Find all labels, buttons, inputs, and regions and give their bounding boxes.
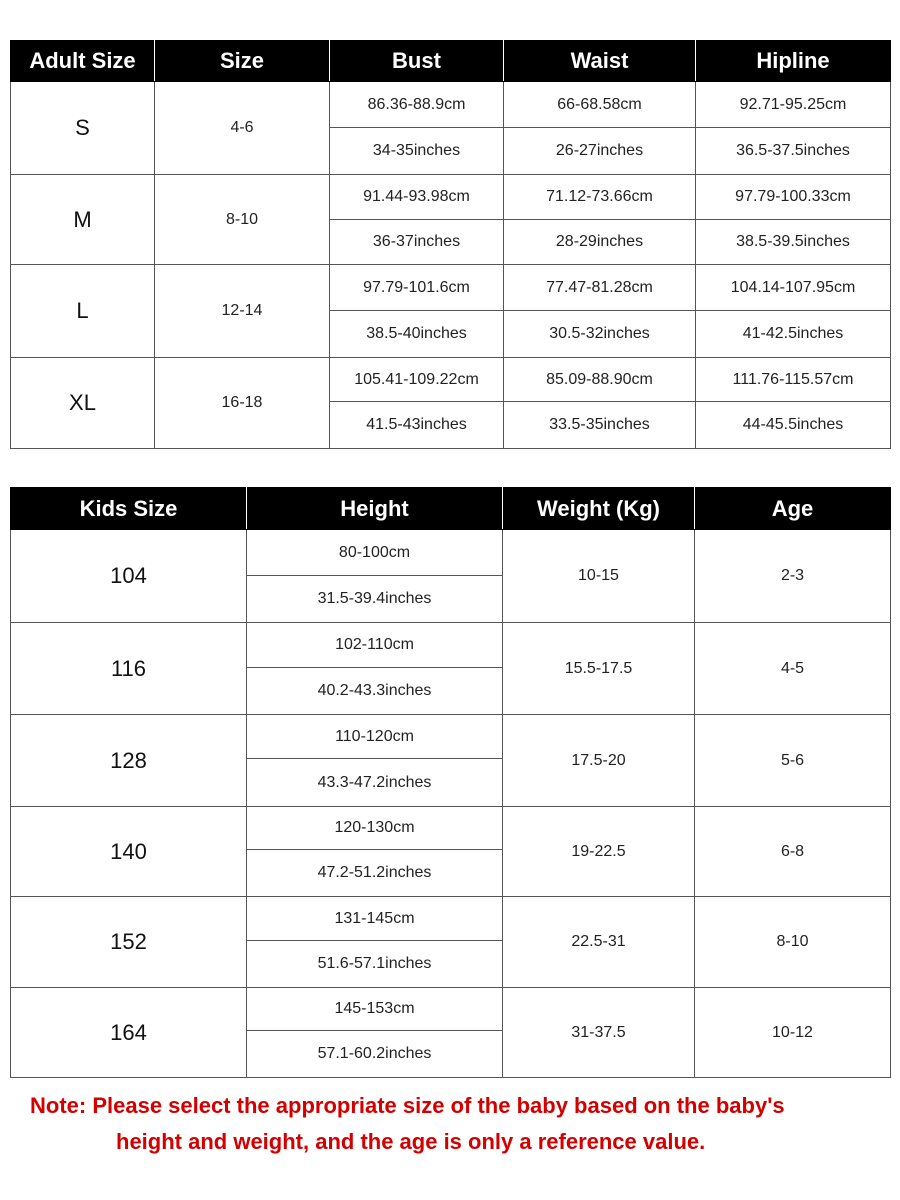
table-row [11,530,891,576]
height-inches: 57.1-60.2inches [247,1031,503,1078]
bust-cm: 86.36-88.9cm [330,82,504,128]
adult-size-label: M [11,175,155,265]
adult-header-row [11,41,891,82]
table-row [11,897,891,941]
adult-size-number: 12-14 [155,265,330,358]
hipline-cm: 111.76-115.57cm [696,358,891,402]
bust-inches: 36-37inches [330,220,504,265]
weight-kg: 22.5-31 [503,897,695,988]
age-range: 4-5 [695,623,891,715]
waist-inches: 26-27inches [504,128,696,175]
age-range: 10-12 [695,988,891,1078]
hipline-inches: 44-45.5inches [696,402,891,449]
waist-cm: 71.12-73.66cm [504,175,696,220]
height-cm: 120-130cm [247,807,503,850]
hipline-cm: 104.14-107.95cm [696,265,891,311]
kids-size-table [10,487,891,1078]
adult-header-adult-size: Adult Size [11,41,155,82]
waist-cm: 77.47-81.28cm [504,265,696,311]
waist-cm: 85.09-88.90cm [504,358,696,402]
adult-size-label: XL [11,358,155,449]
table-row [11,82,891,128]
hipline-inches: 38.5-39.5inches [696,220,891,265]
table-row [11,175,891,220]
adult-size-table [10,40,891,449]
age-range: 2-3 [695,530,891,623]
weight-kg: 17.5-20 [503,715,695,807]
weight-kg: 10-15 [503,530,695,623]
kids-header-kids-size: Kids Size [11,488,247,530]
height-cm: 80-100cm [247,530,503,576]
bust-inches: 38.5-40inches [330,311,504,358]
height-inches: 47.2-51.2inches [247,850,503,897]
waist-inches: 30.5-32inches [504,311,696,358]
hipline-inches: 41-42.5inches [696,311,891,358]
adult-size-label: L [11,265,155,358]
kids-header-weight: Weight (Kg) [503,488,695,530]
bust-cm: 91.44-93.98cm [330,175,504,220]
table-row [11,715,891,759]
bust-inches: 41.5-43inches [330,402,504,449]
kids-size-label: 116 [11,623,247,715]
kids-size-label: 104 [11,530,247,623]
hipline-cm: 97.79-100.33cm [696,175,891,220]
adult-header-hipline: Hipline [696,41,891,82]
table-row [11,265,891,311]
height-inches: 40.2-43.3inches [247,668,503,715]
adult-size-number: 4-6 [155,82,330,175]
kids-size-label: 140 [11,807,247,897]
kids-header-row [11,488,891,530]
adult-header-waist: Waist [504,41,696,82]
kids-size-label: 152 [11,897,247,988]
note-line-2: height and weight, and the age is only a reference value. [116,1129,706,1154]
height-cm: 110-120cm [247,715,503,759]
adult-size-label: S [11,82,155,175]
adult-header-bust: Bust [330,41,504,82]
table-row [11,358,891,402]
adult-size-number: 16-18 [155,358,330,449]
adult-size-number: 8-10 [155,175,330,265]
kids-size-label: 128 [11,715,247,807]
table-row [11,807,891,850]
age-range: 5-6 [695,715,891,807]
bust-cm: 97.79-101.6cm [330,265,504,311]
weight-kg: 15.5-17.5 [503,623,695,715]
table-row [11,623,891,668]
hipline-inches: 36.5-37.5inches [696,128,891,175]
age-range: 6-8 [695,807,891,897]
height-inches: 31.5-39.4inches [247,576,503,623]
kids-header-height: Height [247,488,503,530]
bust-cm: 105.41-109.22cm [330,358,504,402]
note-line-1: Note: Please select the appropriate size of the baby based on the baby's [30,1093,785,1118]
adult-header-size: Size [155,41,330,82]
waist-inches: 28-29inches [504,220,696,265]
kids-header-age: Age [695,488,891,530]
height-cm: 102-110cm [247,623,503,668]
waist-inches: 33.5-35inches [504,402,696,449]
weight-kg: 19-22.5 [503,807,695,897]
height-cm: 145-153cm [247,988,503,1031]
bust-inches: 34-35inches [330,128,504,175]
kids-size-label: 164 [11,988,247,1078]
height-inches: 43.3-47.2inches [247,759,503,807]
waist-cm: 66-68.58cm [504,82,696,128]
height-cm: 131-145cm [247,897,503,941]
age-range: 8-10 [695,897,891,988]
hipline-cm: 92.71-95.25cm [696,82,891,128]
height-inches: 51.6-57.1inches [247,941,503,988]
table-row [11,988,891,1031]
size-note [30,1088,870,1160]
weight-kg: 31-37.5 [503,988,695,1078]
